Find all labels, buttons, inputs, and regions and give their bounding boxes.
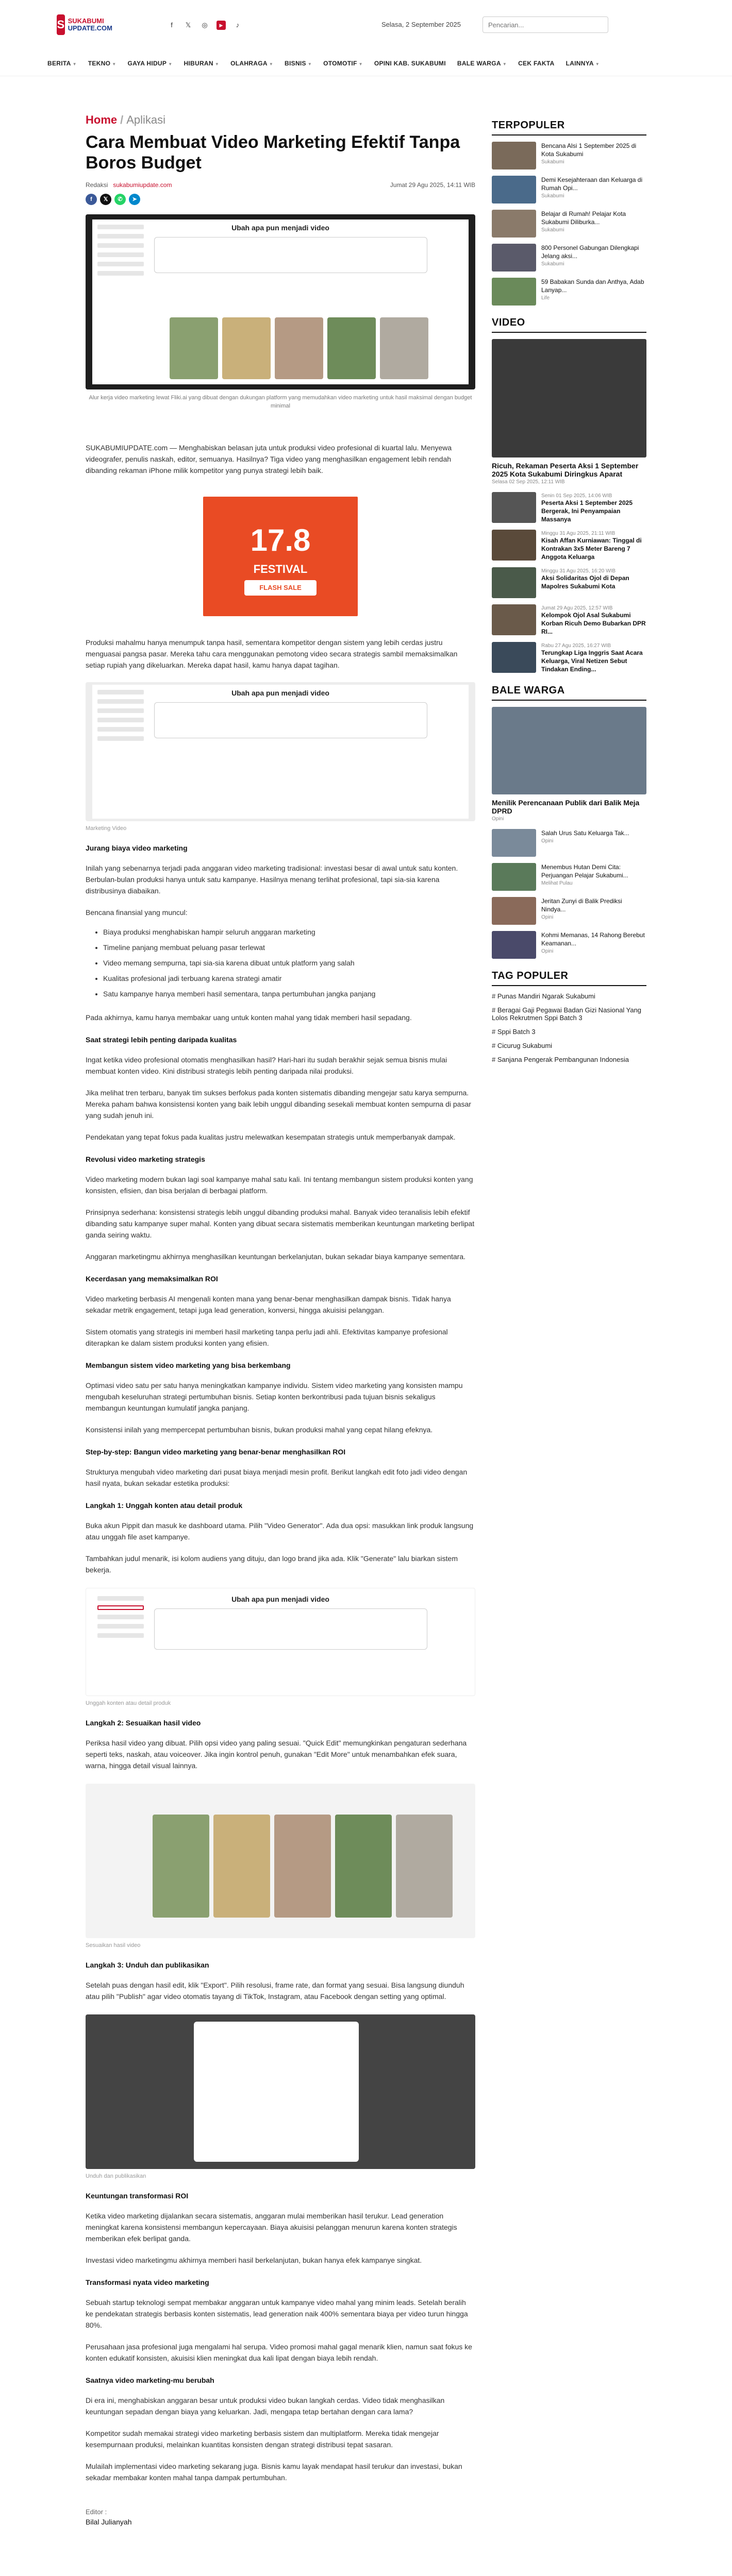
item-time: Rabu 27 Agu 2025, 16:27 WIB [541,643,611,649]
export-dialog [194,2022,359,2162]
thumbnail [492,530,536,561]
chevron-down-icon: ▼ [168,62,173,66]
ad-label: FESTIVAL [253,563,308,575]
caption-4: Sesuaikan hasil video [86,1942,141,1948]
paragraph-22: Investasi video marketingmu akhirnya memberi hasil berkelanjutan, bukan hanya efek kampanye singkat. [86,2256,422,2264]
thumbnail [492,244,536,272]
author-link[interactable]: sukabumiupdate.com [113,181,172,189]
heading-membangun: Membangun sistem video marketing yang bisa berkembang [86,1361,291,1369]
item-time: Minggu 31 Agu 2025, 16:20 WIB [541,568,615,574]
intro-paragraph: SUKABUMIUPDATE.com — Menghabiskan belasan juta untuk produksi video profesional di kuartal lalu. Menyewa videografer, penulis naskah, editor, semuanya. Hasilnya? Tiga video yang menghasilkan engagement lebih rendah dibanding rekaman iPhone milik kompetitor yang punya strategi lebih baik. [86,444,452,474]
chevron-down-icon: ▼ [307,62,312,66]
nav-olahraga[interactable]: OLAHRAGA ▼ [230,60,274,67]
paragraph-12: Video marketing berbasis AI mengenali konten mana yang benar-benar menghasilkan dampak bisnis. Tidak hanya sekadar metrik engagement, tetapi juga lead generation, konversi, hingga akuisisi pelanggan. [86,1295,451,1314]
heading-keuntungan: Keuntungan transformasi ROI [86,2192,189,2200]
popular-tag[interactable]: # Sanjana Pengerak Pembangunan Indonesia [492,1056,629,1063]
current-date: Selasa, 2 September 2025 [381,21,461,28]
screenshot-2 [92,685,469,819]
search-input[interactable] [483,16,608,33]
item-time: Minggu 31 Agu 2025, 21:11 WIB [541,531,615,536]
youtube-icon[interactable]: ▶ [217,21,226,30]
bullet-list [86,924,475,1002]
video-item[interactable] [492,567,646,598]
list-item[interactable] [492,278,646,306]
tag-populer-heading: TAG POPULER [492,970,569,981]
share-x-icon[interactable]: 𝕏 [100,194,111,205]
ad-number: 17.8 [250,523,311,557]
thumbnail [492,492,536,523]
item-title: Aksi Solidaritas Ojol di Depan Mapolres Sukabumi Kota [541,574,629,590]
item-title: Kelompok Ojol Asal Sukabumi Korban Ricuh Demo Bubarkan DPR RI... [541,612,646,635]
item-source: Life [541,295,550,301]
main-nav [0,52,732,76]
heading-step: Step-by-step: Bangun video marketing yang benar-benar menghasilkan ROI [86,1448,346,1456]
list-item: • Timeline panjang membuat peluang pasar terlewat [103,940,475,955]
heading-transformasi: Transformasi nyata video marketing [86,2278,209,2286]
step1-heading: Ubah apa pun menjadi video [231,1595,329,1603]
social-links [167,21,242,30]
item-title: 59 Babakan Sunda dan Anthya, Adab Lanyap... [541,278,644,294]
thumbnail [492,278,536,306]
thumbnail [492,829,536,857]
heading-langkah-2: Langkah 2: Sesuaikan hasil video [86,1719,201,1727]
heading-langkah-3: Langkah 3: Unduh dan publikasikan [86,1961,209,1969]
item-source: Opini [541,914,554,920]
list-item: • Biaya produksi menghabiskan hampir seluruh anggaran marketing [103,924,475,940]
hero-screenshot-heading: Ubah apa pun menjadi video [231,224,329,232]
popular-tag[interactable]: # Beragai Gaji Pegawai Badan Gizi Nasional Yang Lolos Rekrutmen Sppi Batch 3 [492,1006,642,1022]
item-time: Senin 01 Sep 2025, 14:06 WIB [541,493,612,499]
breadcrumb-category[interactable]: Aplikasi [126,113,166,126]
nav-bale-warga[interactable]: BALE WARGA ▼ [457,60,507,67]
share-buttons [86,194,475,205]
hero-image [86,214,475,389]
thumbnail [492,931,536,959]
paragraph-8: Pendekatan yang tepat fokus pada kualitas justru melewatkan kesempatan strategis untuk memperbanyak dampak. [86,1133,456,1141]
paragraph-20: Setelah puas dengan hasil edit, klik "Export". Pilih resolusi, frame rate, dan format yang sesuai. Bisa langsung diunduh atau pilih "Publish" agar video otomatis tayang di TikTok, Instagram, atau Facebook dengan setting yang optimal. [86,1981,464,2001]
nav-gaya-hidup[interactable]: GAYA HIDUP ▼ [127,60,173,67]
video-feature-thumbnail[interactable] [492,339,646,457]
step1-image [86,1588,475,1696]
ad-sub: FLASH SALE [244,580,317,596]
site-logo[interactable] [57,14,112,35]
item-title: Jeritan Zunyi di Balik Prediksi Nindya... [541,897,622,913]
screenshot-2-heading: Ubah apa pun menjadi video [231,689,329,697]
thumbnail [492,863,536,891]
caption-2: Marketing Video [86,825,127,832]
item-title: 800 Personel Gabungan Dilengkapi Jelang aksi... [541,244,639,260]
paragraph-25: Di era ini, menghabiskan anggaran besar untuk produksi video bukan langkah cerdas. Video tidak menghasilkan keuntungan sepadan dengan biaya yang keluarkan. Jadi, mengapa tetap bertahan dengan cara lama? [86,2396,445,2416]
paragraph-24: Perusahaan jasa profesional juga mengalami hal serupa. Video promosi mahal gagal menarik klien, namun saat fokus ke konten edukatif konsisten, akuisisi klien meningkat dua kali lipat dengan biaya lebih rendah. [86,2343,472,2362]
heading-saat: Saat strategi lebih penting daripada kualitas [86,1036,237,1044]
paragraph-21: Ketika video marketing dijalankan secara sistematis, anggaran mulai memberikan hasil terukur. Lead generation meningkat karena konsistensi membangun kepercayaan. Biaya akuisisi pelanggan menurun karena konten strategis memberikan efek berlipat ganda. [86,2212,457,2243]
nav-tekno[interactable]: TEKNO ▼ [88,60,117,67]
video-heading: VIDEO [492,317,525,328]
chevron-down-icon: ▼ [72,62,77,66]
list-item[interactable] [492,142,646,170]
ad-banner[interactable] [203,497,358,616]
x-icon[interactable]: 𝕏 [185,21,191,29]
item-title: Bencana Alsi 1 September 2025 di Kota Sukabumi [541,142,637,158]
item-title: Menembus Hutan Demi Cita: Perjuangan Pelajar Sukabumi... [541,863,628,879]
video-item[interactable] [492,604,646,636]
paragraph-5: Pada akhirnya, kamu hanya membakar uang untuk konten mahal yang tidak memberi hasil sepadang. [86,1013,412,1022]
author-label: Redaksi [86,181,108,189]
item-title: Salah Urus Satu Keluarga Tak... [541,829,629,837]
paragraph-4: Bencana finansial yang muncul: [86,908,188,917]
thumbnail [492,176,536,204]
chevron-down-icon: ▼ [358,62,363,66]
heading-kecerdasan: Kecerdasan yang memaksimalkan ROI [86,1275,218,1283]
video-feature-time: Selasa 02 Sep 2025, 12:11 WIB [492,479,565,485]
nav-lainnya[interactable]: LAINNYA ▼ [565,60,600,67]
item-title: Belajar di Rumah! Pelajar Kota Sukabumi Diliburka... [541,210,626,226]
paragraph-16: Strukturya mengubah video marketing dari pusat biaya menjadi mesin profit. Berikut langkah edit foto jadi video dengan hasil nyata, bukan sekadar estetika produksi: [86,1468,468,1487]
paragraph-17: Buka akun Pippit dan masuk ke dashboard utama. Pilih "Video Generator". Ada dua opsi: masukkan link produk langsung atau unggah file aset kampanye. [86,1521,474,1541]
item-title: Demi Kesejahteraan dan Keluarga di Rumah Opi... [541,176,643,192]
popular-tag[interactable]: # Cicurug Sukabumi [492,1042,553,1049]
bale-item[interactable] [492,829,646,857]
video-item[interactable] [492,642,646,673]
item-source: Sukabumi [541,159,564,165]
caption-3: Unggah konten atau detail produk [86,1700,171,1706]
thumbnail [492,210,536,238]
heading-langkah-1: Langkah 1: Unggah konten atau detail produk [86,1501,243,1510]
bale-warga-heading: BALE WARGA [492,685,565,696]
nav-opini[interactable]: OPINI KAB. SUKABUMI [374,60,446,67]
article-title: Cara Membuat Video Marketing Efektif Tanpa Boros Budget [86,132,460,173]
bale-feature-title[interactable]: Menilik Perencanaan Publik dari Balik Meja DPRD [492,799,640,815]
paragraph-2: Produksi mahalmu hanya menumpuk tanpa hasil, sementara kompetitor dengan sistem yang lebih cerdas justru menguasai pangsa pasar. Mereka tahu cara menggunakan pemotong video secara strategis sambil memaksimalkan setiap rupiah yang dikeluarkan. Mereka dapat hasil, kamu hanya dapat tagihan. [86,638,458,669]
video-item[interactable] [492,492,646,523]
nav-berita[interactable]: BERITA ▼ [47,60,77,67]
heading-revolusi: Revolusi video marketing strategis [86,1155,205,1163]
share-telegram-icon[interactable]: ➤ [129,194,140,205]
logo-line-1: SUKABUMI [68,17,104,25]
step2-image [86,1784,475,1938]
chevron-down-icon: ▼ [269,62,274,66]
item-source: Sukabumi [541,227,564,233]
breadcrumb [86,113,475,127]
list-item: • Video memang sempurna, tapi sia-sia karena dibuat untuk platform yang salah [103,955,475,971]
tiktok-icon[interactable]: ♪ [236,21,240,29]
article-image-2 [86,682,475,821]
item-source: Melihat Pulau [541,880,573,886]
screenshot-2-input [154,702,427,738]
video-feature-title[interactable]: Ricuh, Rekaman Peserta Aksi 1 September 2025 Kota Sukabumi Diringkus Aparat [492,462,639,478]
list-item: • Kualitas profesional jadi terbuang karena strategi amatir [103,971,475,986]
facebook-icon[interactable]: f [171,21,173,29]
editor-name: Bilal Julianyah [86,2518,132,2526]
sidebar [492,120,646,1063]
hero-screenshot [92,219,469,384]
bale-feature-thumbnail[interactable] [492,707,646,794]
paragraph-23: Sebuah startup teknologi sempat membakar anggaran untuk kampanye video mahal yang minim leads. Setelah beralih ke pendekatan strategis berbasis konten sistematis, lead generation naik 400% sementara biaya per video turun hingga 80%. [86,2298,468,2329]
item-source: Sukabumi [541,261,564,267]
chevron-down-icon: ▼ [595,62,600,66]
paragraph-26: Kompetitor sudah memakai strategi video marketing berbasis sistem dan multiplatform. Mereka tidak mengejar kesempurnaan produksi, melainkan kuantitas konsisten dengan strategi distribusi tepat sasaran. [86,2429,439,2449]
breadcrumb-separator: / [120,113,124,126]
breadcrumb-home[interactable]: Home [86,113,118,126]
logo-line-2: UPDATE.COM [68,24,112,32]
paragraph-11: Anggaran marketingmu akhirnya menghasilkan keuntungan berkelanjutan, bukan sekadar biaya kampanye sementara. [86,1252,466,1261]
hero-caption: Alur kerja video marketing lewat Fliki.ai yang dibuat dengan dukungan platform yang memudahkan video marketing untuk hasil maksimal dengan budget minimal [89,395,472,409]
list-item[interactable] [492,176,646,204]
nav-bisnis[interactable]: BISNIS ▼ [285,60,312,67]
item-title: Peserta Aksi 1 September 2025 Bergerak, Ini Penyampaian Massanya [541,499,633,523]
instagram-icon[interactable]: ◎ [202,21,208,29]
item-time: Jumat 29 Agu 2025, 12:57 WIB [541,605,613,611]
paragraph-6: Ingat ketika video profesional otomatis menghasilkan hasil? Hari-hari itu sudah berakhir sejak semua bisnis mulai membuat konten video. Kini distribusi strategis lebih penting daripada nilai produksi. [86,1056,447,1075]
paragraph-9: Video marketing modern bukan lagi soal kampanye mahal satu kali. Ini tentang membangun sistem produksi konten yang konsisten, efisien, dan bisa berjalan di berbagai platform. [86,1175,473,1195]
heading-jurang: Jurang biaya video marketing [86,844,188,852]
bale-item[interactable] [492,931,646,959]
popular-tag[interactable]: # Sppi Batch 3 [492,1028,536,1036]
step1-screenshot [92,1591,469,1694]
item-source: Opini [541,948,554,954]
paragraph-3: Inilah yang sebenarnya terjadi pada anggaran video marketing tradisional: investasi besar di awal untuk satu konten. Berbulan-bulan produksi hanya untuk satu kampanye. Hasilnya menang terlihat profesional, tapi sia-sia karena distribusinya diabaikan. [86,864,458,895]
item-title: Kisah Affan Kurniawan: Tinggal di Kontrakan 3x5 Meter Bareng 7 Anggota Keluarga [541,537,642,561]
paragraph-18: Tambahkan judul menarik, isi kolom audiens yang dituju, dan logo brand jika ada. Klik "Generate" lalu biarkan sistem bekerja. [86,1554,458,1574]
step3-image [86,2014,475,2169]
nav-cek-fakta[interactable]: CEK FAKTA [518,60,555,67]
thumbnail [492,142,536,170]
caption-5: Unduh dan publikasikan [86,2173,146,2179]
thumbnail [492,567,536,598]
popular-tag[interactable]: # Punas Mandiri Ngarak Sukabumi [492,992,595,1000]
nav-hiburan[interactable]: HIBURAN ▼ [184,60,220,67]
paragraph-15: Konsistensi inilah yang mempercepat pertumbuhan bisnis, bukan produksi mahal yang cepat hilang efeknya. [86,1426,433,1434]
heading-saatnya: Saatnya video marketing-mu berubah [86,2376,214,2384]
list-item[interactable] [492,244,646,272]
chevron-down-icon: ▼ [502,62,507,66]
video-item[interactable] [492,530,646,561]
article [86,113,475,2526]
paragraph-19: Periksa hasil video yang dibuat. Pilih opsi video yang paling sesuai. "Quick Edit" memungkinkan pengaturan sederhana seperti teks, naskah, atau voiceover. Jika ingin kontrol penuh, gunakan "Edit More" untuk menambahkan efek suara, warna, hingga detail visual lainnya. [86,1739,467,1770]
paragraph-10: Prinsipnya sederhana: konsistensi strategis lebih unggul dibanding produksi mahal. Banyak video teranalisis lebih efektif dibanding satu kampanye super mahal. Konten yang dibuat secara sistematis memberikan keuntungan marketing berlipat ganda seiring waktu. [86,1208,475,1239]
item-title: Kohmi Memanas, 14 Rahong Berebut Keamanan... [541,931,645,947]
chevron-down-icon: ▼ [214,62,220,66]
editor-label: Editor : [86,2508,107,2516]
terpopuler-heading: TERPOPULER [492,120,565,131]
list-item[interactable] [492,210,646,238]
paragraph-7: Jika melihat tren terbaru, banyak tim sukses berfokus pada konten sistematis dibanding mengejar satu karya sempurna. Mereka paham bahwa konsistensi konten yang baik lebih unggul dibanding sesekali membuat konten sempurna di pasar yang sudah jenuh ini. [86,1089,471,1120]
bale-item[interactable] [492,897,646,925]
item-title: Terungkap Liga Inggris Saat Acara Keluarga, Viral Netizen Sebut Tindakan Ending... [541,649,643,673]
logo-mark: S [57,14,65,35]
article-meta [86,181,475,189]
share-facebook-icon[interactable]: f [86,194,97,205]
share-whatsapp-icon[interactable]: ✆ [114,194,126,205]
paragraph-27: Mulailah implementasi video marketing sekarang juga. Bisnis kamu layak mendapat hasil terukur dan investasi, bukan sekadar membakar konten mahal tanpa dampak pertumbuhan. [86,2462,462,2482]
publish-time: Jumat 29 Agu 2025, 14:11 WIB [390,181,475,189]
item-source: Sukabumi [541,193,564,199]
bale-feature-source: Opini [492,816,504,822]
thumbnail [492,897,536,925]
paragraph-13: Sistem otomatis yang strategis ini memberi hasil marketing tanpa perlu jadi ahli. Efektivitas kampanye profesional diterapkan ke dalam sistem produksi konten yang efisien. [86,1328,448,1347]
thumbnail [492,642,536,673]
item-source: Opini [541,838,554,844]
thumbnail [492,604,536,635]
bale-item[interactable] [492,863,646,891]
hero-screenshot-input [154,237,427,273]
top-header [0,0,732,52]
list-item: • Satu kampanye hanya memberi hasil sementara, tanpa pertumbuhan jangka panjang [103,986,475,1002]
chevron-down-icon: ▼ [112,62,117,66]
nav-otomotif[interactable]: OTOMOTIF ▼ [323,60,363,67]
paragraph-14: Optimasi video satu per satu hanya meningkatkan kampanye individu. Sistem video marketing yang konsisten mampu mengubah keseluruhan strategi pertumbuhan bisnis. Setiap konten berkontribusi pada tujuan bisnis sekaligus membangun keuntungan kumulatif jangka panjang. [86,1381,463,1412]
step1-input [154,1608,427,1650]
